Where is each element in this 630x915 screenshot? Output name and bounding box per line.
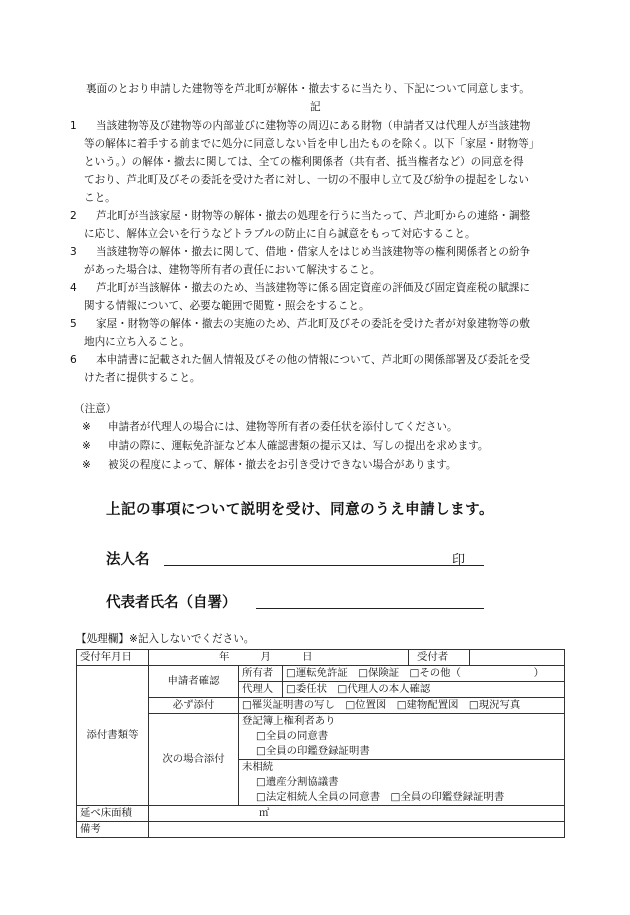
note-mark: ※ [82, 421, 91, 433]
required-options[interactable]: □罹災証明書の写し □位置図 □建物配置図 □現況写真 [239, 698, 565, 714]
item-number: 5 [70, 318, 77, 330]
received-date-value: 年 月 日 [219, 651, 313, 663]
item-line: 関する情報について、必要な範囲で閲覧・照会をすること。 [84, 300, 370, 312]
item-number: 1 [70, 120, 77, 132]
unsettled-opt-heirs[interactable]: □法定相続人全員の同意書 □全員の印鑑登録証明書 [256, 791, 505, 803]
attachments-label: 添付書類等 [77, 666, 149, 806]
agent-options[interactable]: □委任状 □代理人の本人確認 [283, 682, 565, 698]
applicant-check-label: 申請者確認 [149, 666, 239, 698]
item-line: という。）の解体・撤去に関しては、全ての権利関係者（共有者、抵当権者など）の同意を得 [84, 156, 524, 168]
consent-item [70, 315, 580, 351]
item-line: 芦北町が当該解体・撤去のため、当該建物等に係る固定資産の評価及び固定資産税の賦課に [96, 282, 530, 294]
unsettled-opt-division[interactable]: □遺産分割協議書 [256, 776, 339, 788]
item-line: 家屋・財物等の解体・撤去の実施のため、芦北町及びその委託を受けた者が対象建物等の敷 [96, 318, 530, 330]
consent-item [70, 207, 580, 243]
item-number: 6 [70, 354, 77, 366]
item-line: 当該建物等及び建物等の内部並びに建物等の周辺にある財物（申請者又は代理人が当該建物 [96, 120, 531, 132]
representative-name-label: 代表者氏名（自署） [106, 595, 237, 611]
processing-table [76, 649, 565, 838]
floor-area-label: 延べ床面積 [77, 806, 149, 822]
representative-name-line[interactable] [256, 608, 484, 609]
table-row [77, 822, 565, 838]
intro-text: 裏面のとおり申請した建物等を芦北町が解体・撤去するに当たり、下記について同意します。 [86, 83, 530, 95]
table-row [77, 650, 565, 666]
registered-opt-consent[interactable]: □全員の同意書 [256, 730, 329, 742]
corp-name-label: 法人名 [106, 552, 150, 568]
consent-item [70, 351, 580, 387]
consent-item [70, 243, 580, 279]
item-number: 2 [70, 210, 77, 222]
table-row [77, 698, 565, 714]
item-line: に応じ、解体立会いを行うなどトラブルの防止に自ら誠意をもって対応すること。 [84, 228, 476, 240]
corp-name-line[interactable] [164, 565, 484, 566]
conditional-label: 次の場合添付 [149, 714, 239, 806]
note-mark: ※ [82, 459, 91, 471]
ki-heading: 記 [310, 101, 321, 113]
agent-label: 代理人 [239, 682, 283, 698]
notes-heading: （注意） [74, 403, 117, 415]
item-line: こと。 [84, 192, 116, 204]
registered-title: 登記簿上権利者あり [239, 714, 565, 730]
item-line: 地内に立ち入ること。 [84, 336, 190, 348]
owner-label: 所有者 [239, 666, 283, 682]
note-text: 被災の程度によって、解体・撤去をお引き受けできない場合があります。 [108, 459, 457, 471]
note-text: 申請の際に、運転免許証など本人確認書類の提示又は、写しの提出を求めます。 [108, 440, 489, 452]
remarks-label: 備考 [77, 822, 149, 838]
item-number: 4 [70, 282, 77, 294]
remarks-value[interactable] [149, 822, 565, 838]
processing-heading: 【処理欄】※記入しないでください。 [76, 633, 255, 645]
receiver-value[interactable] [469, 650, 564, 665]
table-row [77, 714, 565, 730]
item-line: 芦北町が当該家屋・財物等の解体・撤去の処理を行うに当たって、芦北町からの連絡・調整 [96, 210, 531, 222]
required-label: 必ず添付 [149, 698, 239, 714]
item-line: 本申請書に記載された個人情報及びその他の情報について、芦北町の関係部署及び委託を受 [96, 354, 530, 366]
received-date-label: 受付年月日 [77, 650, 149, 666]
seal-mark: 印 [452, 553, 466, 568]
table-row [77, 806, 565, 822]
agreement-statement: 上記の事項について説明を受け、同意のうえ申請します。 [106, 502, 494, 518]
item-line: 当該建物等の解体・撤去に関して、借地・借家人をはじめ当該建物等の権利関係者との紛争 [96, 246, 531, 258]
unsettled-title: 未相続 [239, 760, 565, 776]
consent-item [70, 279, 580, 315]
consent-item [70, 117, 580, 207]
item-line: 等の解体に着手する前までに処分に同意しない旨を申し出たものを除く。以下「家屋・財物等」 [84, 138, 540, 150]
note-text: 申請者が代理人の場合には、建物等所有者の委任状を添付してください。 [108, 421, 458, 433]
item-number: 3 [70, 246, 77, 258]
item-line: けた者に提供すること。 [84, 372, 201, 384]
item-line: があった場合は、建物等所有者の責任において解決すること。 [84, 264, 381, 276]
receiver-label: 受付者 [408, 650, 469, 665]
note-mark: ※ [82, 440, 91, 452]
item-line: ており、芦北町及びその委託を受けた者に対し、一切の不服申し立て及び紛争の提起をしない [84, 174, 529, 186]
table-row [77, 666, 565, 682]
registered-opt-seal-cert[interactable]: □全員の印鑑登録証明書 [256, 745, 370, 757]
owner-options[interactable]: □運転免許証 □保険証 □その他（ ） [283, 666, 565, 682]
floor-area-unit[interactable]: ㎡ [149, 806, 565, 822]
